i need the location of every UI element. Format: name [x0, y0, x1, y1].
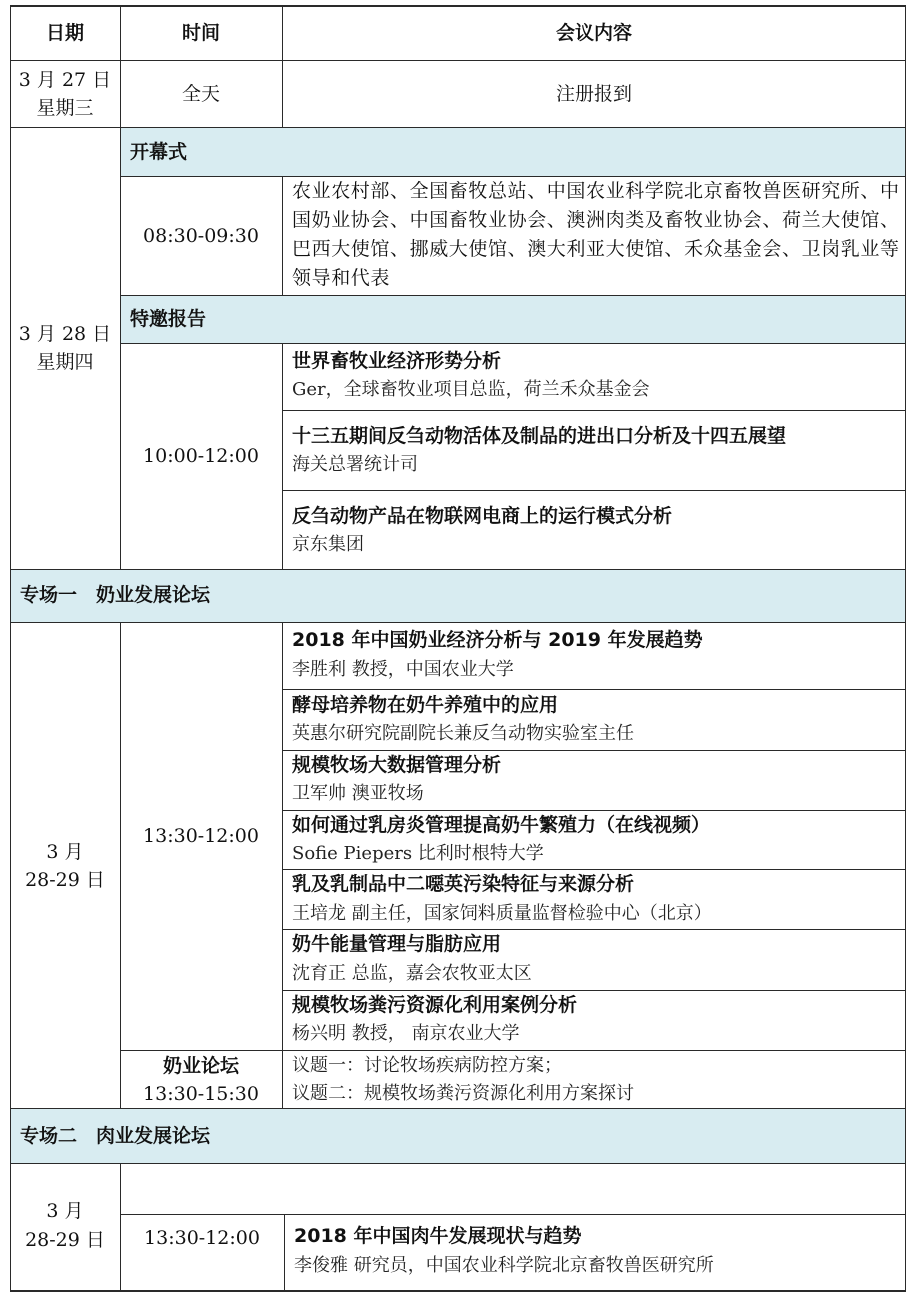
session1-talk-speaker: 李胜利 教授，中国农业大学 [292, 659, 514, 680]
day1-time: 全天 [181, 83, 220, 105]
session1-days: 28-29 日 [25, 869, 105, 891]
opening-attendees: 农业农村部、全国畜牧总站、中国农业科学院北京畜牧兽医研究所、中国奶业协会、中国畜牧业协会、澳洲肉类及畜牧业协会、荷兰大使馆、巴西大使馆、挪威大使馆、澳大利亚大使馆、禾众基金会、卫岗乳业等领导和代表 [292, 180, 900, 289]
keynote-talk-title: 世界畜牧业经济形势分析 [292, 350, 502, 372]
session1-talk-speaker: 杨兴明 教授， 南京农业大学 [292, 1023, 520, 1044]
day1-date: 3 月 27 日 [18, 69, 112, 91]
dairy-forum-topic-2: 议题二：规模牧场粪污资源化利用方案探讨 [292, 1083, 634, 1104]
day1-weekday: 星期三 [36, 97, 94, 119]
session1-talk-speaker: 王培龙 副主任，国家饲料质量监督检验中心（北京） [292, 903, 712, 924]
session1-talk-speaker: Sofie Piepers 比利时根特大学 [292, 843, 544, 864]
session2-talk-title: 2018 年中国肉牛发展现状与趋势 [294, 1225, 582, 1247]
dairy-forum-time: 13:30-15:30 [143, 1083, 259, 1105]
session2-talk-speaker: 李俊雅 研究员，中国农业科学院北京畜牧兽医研究所 [294, 1255, 714, 1276]
session1-date: 3 月 [46, 841, 84, 863]
day2-weekday: 星期四 [36, 351, 94, 373]
keynote-heading-bar [120, 295, 906, 343]
keynote-talk-title: 反刍动物产品在物联网电商上的运行模式分析 [292, 505, 673, 527]
session1-talk-title: 乳及乳制品中二噁英污染特征与来源分析 [292, 873, 635, 895]
session2-time: 13:30-12:00 [144, 1227, 260, 1249]
session2-days: 28-29 日 [25, 1229, 105, 1251]
keynote-talk-speaker: 海关总署统计司 [292, 454, 418, 475]
opening-heading-bar [120, 128, 906, 176]
session1-talk-speaker: 英惠尔研究院副院长兼反刍动物实验室主任 [292, 723, 634, 744]
dairy-forum-label: 奶业论坛 [162, 1055, 239, 1077]
opening-time: 08:30-09:30 [143, 225, 259, 247]
day1-content: 注册报到 [555, 83, 632, 105]
header-time: 时间 [181, 22, 220, 44]
session1-talk-title: 规模牧场粪污资源化利用案例分析 [292, 994, 578, 1016]
keynote-talk-speaker: 京东集团 [292, 534, 364, 555]
header-date: 日期 [45, 22, 84, 44]
dairy-forum-topic-1: 议题一：讨论牧场疾病防控方案； [292, 1055, 562, 1076]
session2-date: 3 月 [46, 1200, 84, 1222]
header-content: 会议内容 [555, 22, 632, 44]
session1-heading: 专场一 奶业发展论坛 [20, 584, 211, 606]
session1-time: 13:30-12:00 [143, 825, 259, 847]
session1-talk-title: 奶牛能量管理与脂肪应用 [292, 933, 502, 955]
session1-talk-speaker: 卫军帅 澳亚牧场 [292, 783, 424, 804]
session1-talk-title: 酵母培养物在奶牛养殖中的应用 [292, 694, 559, 716]
opening-heading: 开幕式 [130, 141, 188, 163]
keynote-talk-speaker: Ger，全球畜牧业项目总监，荷兰禾众基金会 [292, 379, 650, 400]
keynote-heading: 特邀报告 [130, 308, 207, 330]
keynote-talk-title: 十三五期间反刍动物活体及制品的进出口分析及十四五展望 [292, 425, 787, 447]
session1-talk-title: 规模牧场大数据管理分析 [292, 754, 502, 776]
session2-heading: 专场二 肉业发展论坛 [20, 1125, 211, 1147]
keynote-time: 10:00-12:00 [143, 445, 259, 467]
session1-talk-speaker: 沈育正 总监，嘉会农牧亚太区 [292, 963, 532, 984]
session1-talk-title: 如何通过乳房炎管理提高奶牛繁殖力（在线视频） [292, 814, 711, 836]
session1-talk-title: 2018 年中国奶业经济分析与 2019 年发展趋势 [292, 629, 703, 651]
day2-date: 3 月 28 日 [18, 323, 112, 345]
